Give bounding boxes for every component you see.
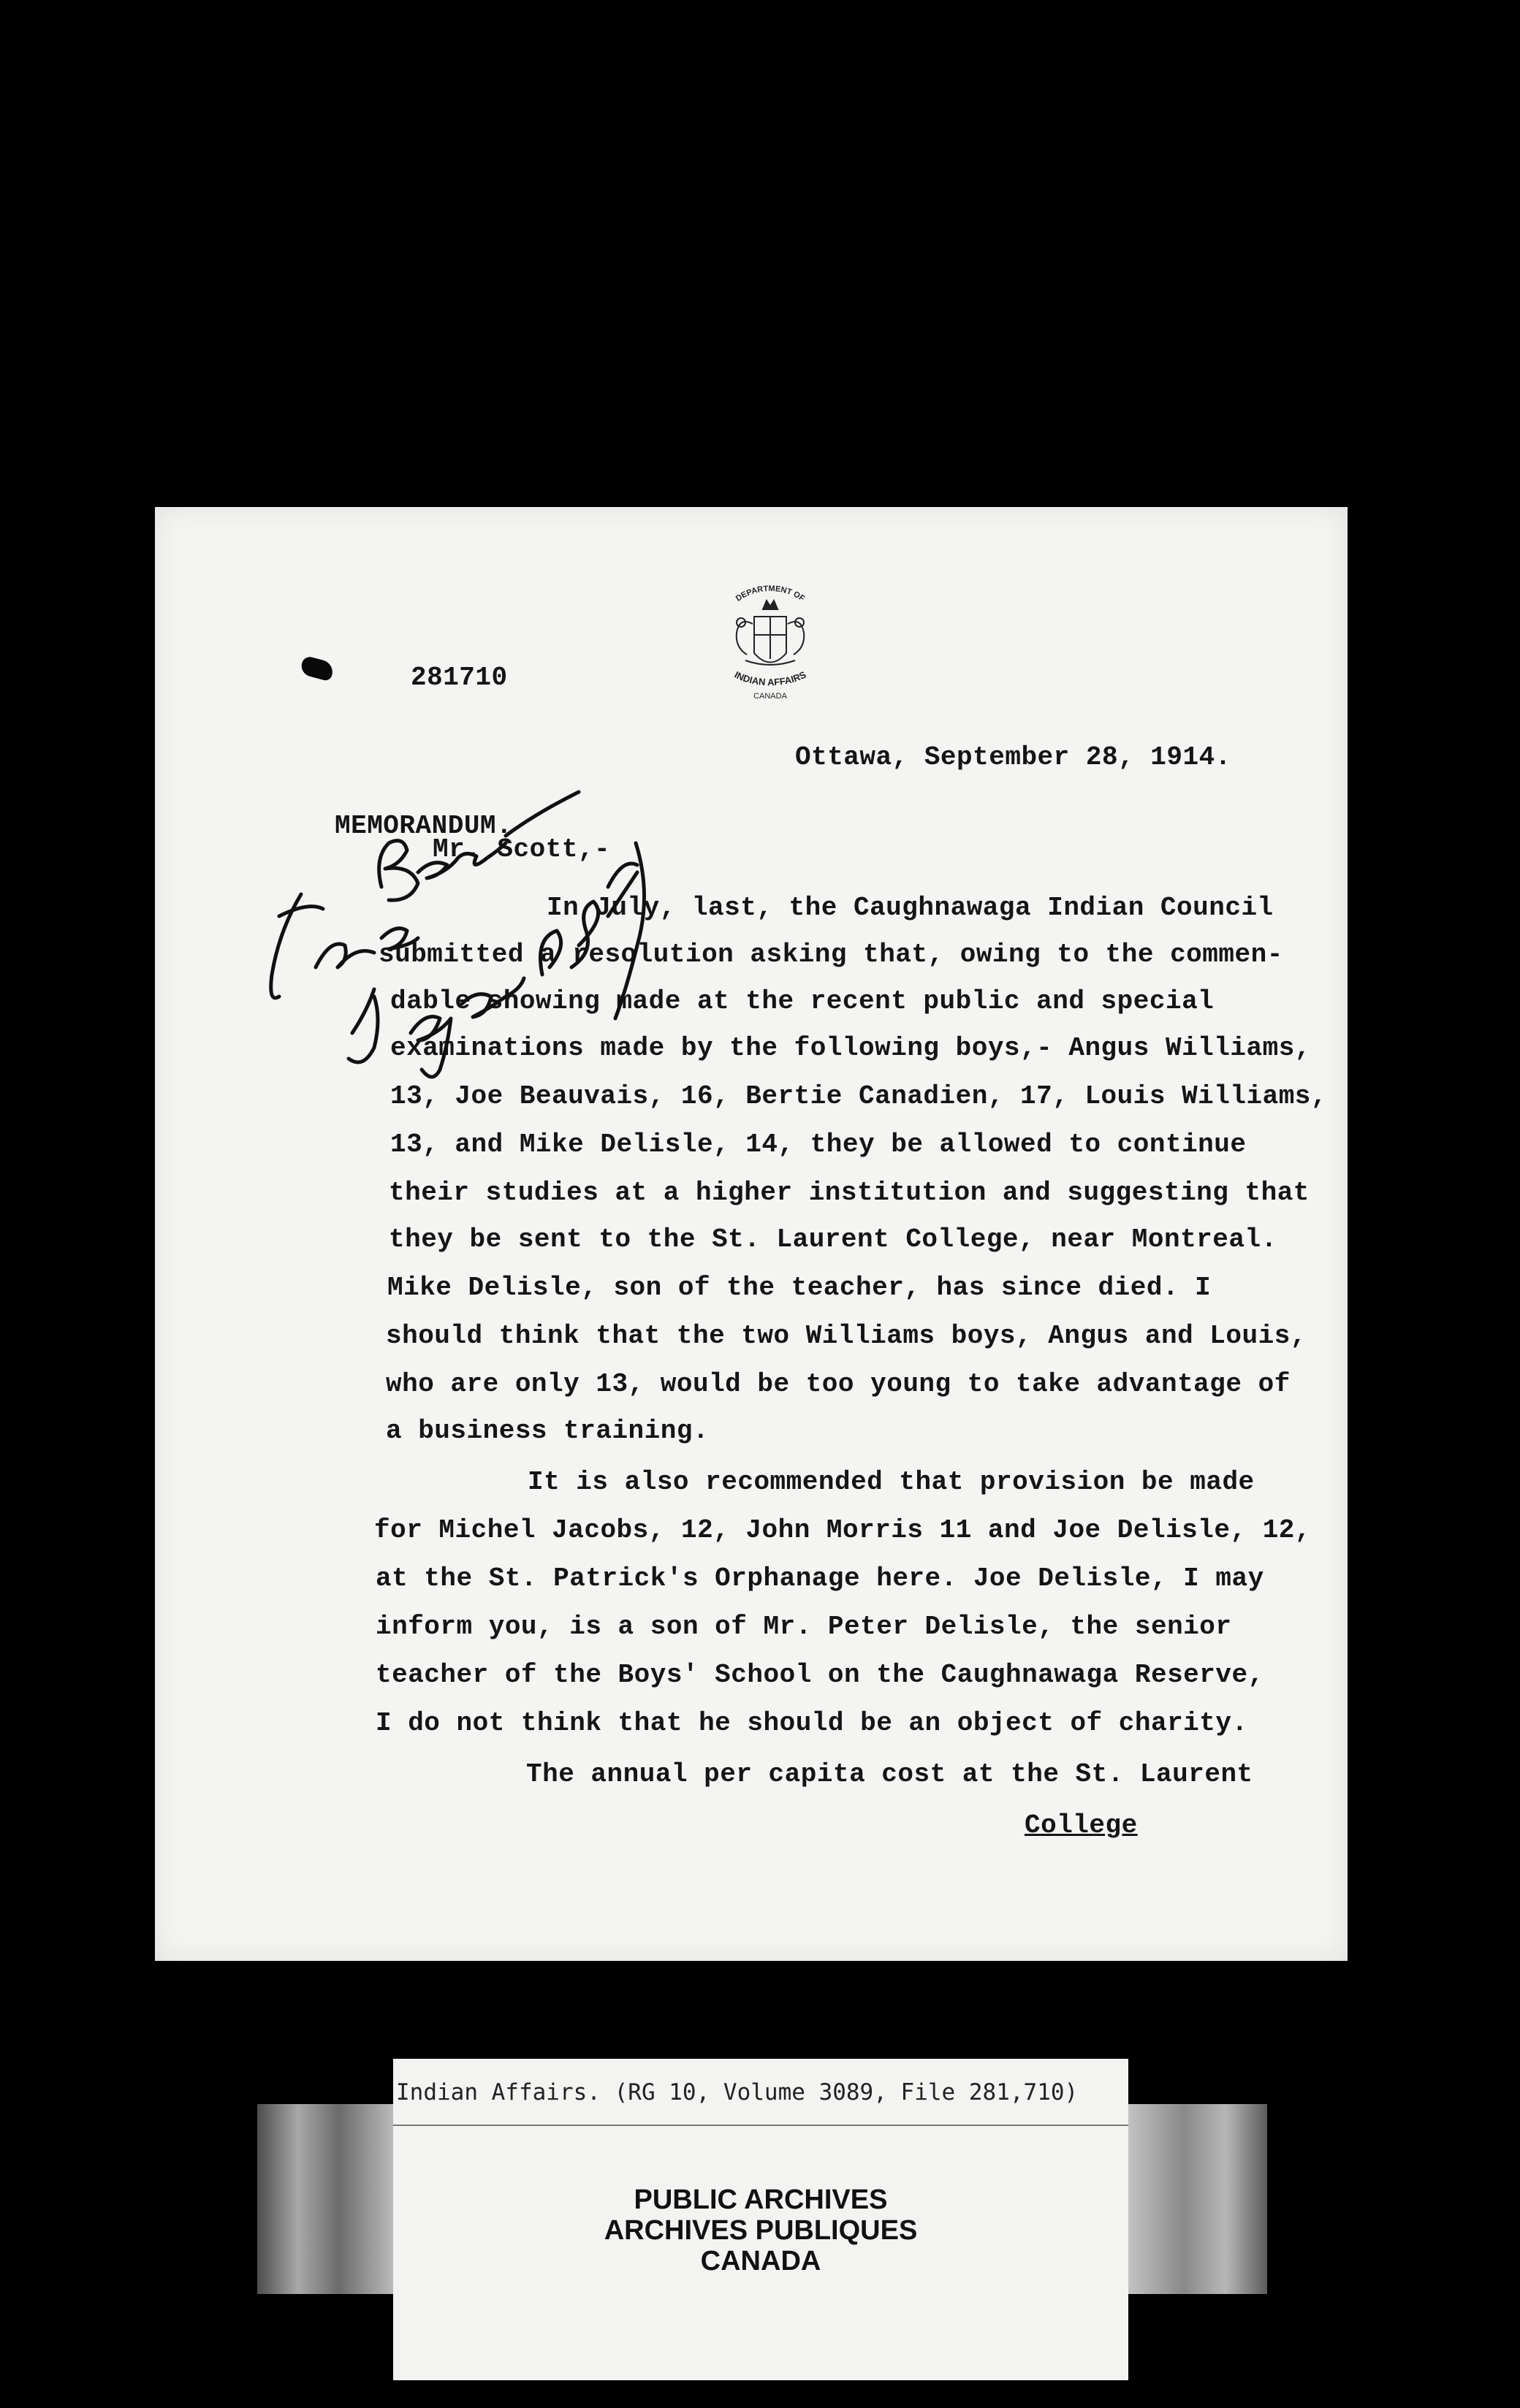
film-edge-left [257,2104,393,2294]
date-line: Ottawa, September 28, 1914. [795,742,1231,772]
svg-text:CANADA: CANADA [753,692,787,701]
body-line: inform you, is a son of Mr. Peter Delisle, the senior [376,1612,1232,1642]
body-line: 13, and Mike Delisle, 14, they be allowed to continue [390,1129,1247,1159]
archives-stamp [393,2184,1128,2276]
salutation: Mr. Scott,- [433,834,611,864]
ink-blot [299,655,335,682]
archives-line: ARCHIVES PUBLIQUES [604,2215,918,2246]
body-line: submitted a resolution asking that, owing to the commen- [379,940,1283,969]
svg-text:DEPARTMENT OF: DEPARTMENT OF [734,584,807,603]
body-line: The annual per capita cost at the St. Laurent [526,1759,1253,1789]
film-edge-right [1128,2104,1267,2294]
archive-reference: Indian Affairs. (RG 10, Volume 3089, File 281,710) [396,2079,1079,2106]
body-line: 13, Joe Beauvais, 16, Bertie Canadien, 17, Louis Williams, [390,1081,1328,1111]
body-line: dable showing made at the recent public and special [390,986,1215,1016]
archives-line: CANADA [700,2246,821,2276]
body-line: It is also recommended that provision be made [528,1467,1255,1497]
body-line: examinations made by the following boys,- Angus Williams, [390,1033,1311,1063]
continuation-word: College [1025,1810,1138,1840]
caption-divider [393,2125,1128,2126]
body-line: teacher of the Boys' School on the Caughnawaga Reserve, [376,1660,1264,1690]
body-line: their studies at a higher institution and suggesting that [389,1178,1310,1208]
body-line: Mike Delisle, son of the teacher, has since died. I [387,1273,1212,1303]
body-line: should think that the two Williams boys, Angus and Louis, [386,1321,1307,1351]
body-line: who are only 13, would be too young to take advantage of [386,1369,1291,1399]
body-line: a business training. [386,1416,710,1446]
department-seal-icon [683,580,858,704]
body-line: at the St. Patrick's Orphanage here. Joe Delisle, I may [376,1563,1264,1593]
file-number: 281710 [411,663,508,693]
memo-page [155,507,1348,1961]
archives-line: PUBLIC ARCHIVES [634,2184,888,2215]
body-line: for Michel Jacobs, 12, John Morris 11 and Joe Delisle, 12, [374,1515,1312,1545]
svg-text:INDIAN AFFAIRS: INDIAN AFFAIRS [732,668,808,688]
handwritten-annotation [199,726,754,1091]
body-line: I do not think that he should be an object of charity. [376,1708,1248,1738]
body-line: they be sent to the St. Laurent College, near Montreal. [389,1224,1277,1254]
memo-heading: MEMORANDUM. [335,811,513,841]
body-line: In July, last, the Caughnawaga Indian Council [547,893,1274,923]
